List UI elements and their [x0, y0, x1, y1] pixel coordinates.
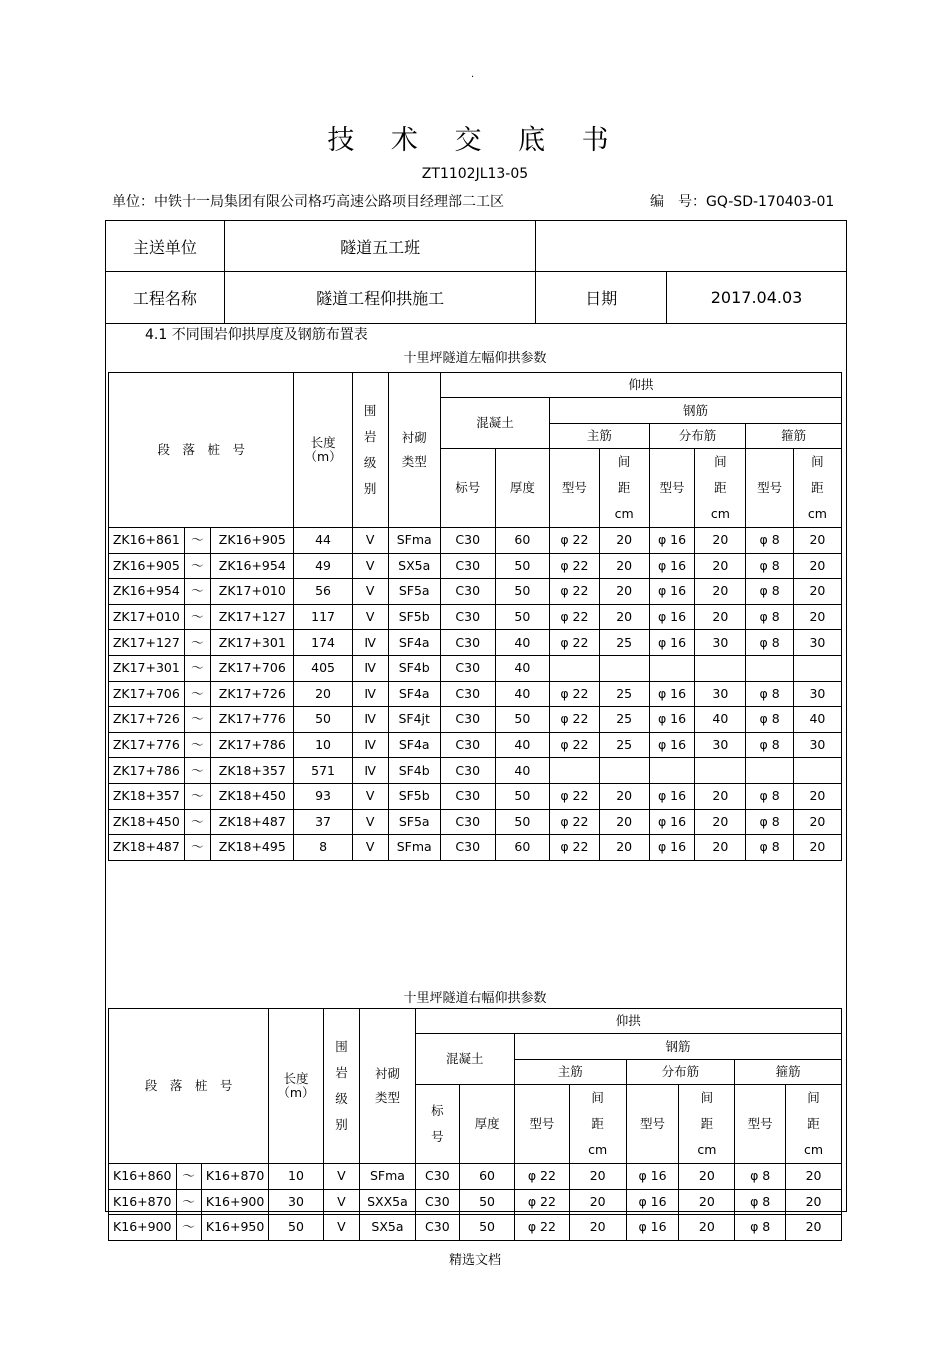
table-cell — [550, 758, 600, 784]
table-cell: 20 — [599, 835, 649, 861]
table-cell: ZK18+487 — [211, 809, 294, 835]
table-cell: 60 — [495, 835, 549, 861]
left-table-caption: 十里坪隧道左幅仰拱参数 — [403, 351, 547, 366]
col-rebar: 钢筋 — [514, 1034, 841, 1060]
table-cell: ZK17+776 — [109, 732, 185, 758]
table-cell: SX5a — [360, 1215, 415, 1241]
table-cell: 40 — [495, 630, 549, 656]
table-cell: 20 — [793, 809, 841, 835]
table-cell: 20 — [599, 604, 649, 630]
table-cell — [599, 655, 649, 681]
table-cell: φ 16 — [649, 579, 695, 605]
document-title: 技 术 交 底 书 — [327, 125, 623, 156]
left-table-head — [109, 373, 842, 528]
table-cell — [649, 655, 695, 681]
table-cell: 20 — [793, 604, 841, 630]
table-cell: ZK17+726 — [109, 707, 185, 733]
table-cell: 20 — [569, 1215, 626, 1241]
col-rock-grade: 围岩级别 — [352, 373, 388, 528]
table-row — [109, 707, 842, 733]
table-row — [109, 758, 842, 784]
table-cell: φ 16 — [626, 1164, 679, 1190]
col-concrete: 混凝土 — [440, 398, 549, 449]
table-cell: K16+860 — [109, 1164, 177, 1190]
table-cell: 20 — [695, 783, 746, 809]
table-cell: 50 — [460, 1189, 515, 1215]
table-row — [109, 655, 842, 681]
table-cell: ZK18+357 — [211, 758, 294, 784]
left-table-body — [109, 528, 842, 861]
table-cell: 20 — [793, 783, 841, 809]
table-cell: K16+900 — [109, 1215, 177, 1241]
table-cell: V — [352, 604, 388, 630]
table-row — [109, 809, 842, 835]
table-cell: C30 — [440, 732, 495, 758]
project-value: 隧道工程仰拱施工 — [224, 272, 536, 324]
table-row — [109, 528, 842, 554]
table-cell: K16+870 — [109, 1189, 177, 1215]
table-cell: ～ — [184, 758, 210, 784]
right-invert-table — [108, 1008, 842, 1241]
table-cell — [746, 655, 794, 681]
col-stirrup: 箍筋 — [746, 424, 842, 449]
table-cell: 40 — [495, 732, 549, 758]
table-cell: 50 — [495, 579, 549, 605]
table-row — [109, 835, 842, 861]
table-cell: ～ — [184, 579, 210, 605]
table-cell: 20 — [695, 604, 746, 630]
table-row — [109, 732, 842, 758]
table-cell: 25 — [599, 681, 649, 707]
table-cell: φ 8 — [746, 835, 794, 861]
table-cell: φ 16 — [649, 604, 695, 630]
date-value: 2017.04.03 — [667, 272, 847, 324]
table-cell: ZK18+487 — [109, 835, 185, 861]
table-cell: φ 8 — [735, 1164, 786, 1190]
table-cell: V — [352, 528, 388, 554]
table-cell: SF5a — [388, 579, 440, 605]
table-cell: 20 — [793, 528, 841, 554]
table-cell: φ 22 — [550, 681, 600, 707]
document-number: ZT1102JL13-05 — [421, 166, 529, 182]
table-cell: ZK18+450 — [211, 783, 294, 809]
col-length: 长度（m） — [294, 373, 352, 528]
table-cell: 40 — [793, 707, 841, 733]
col-grade: 标号 — [440, 449, 495, 528]
col-dist-spacing: 间距cm — [679, 1085, 735, 1164]
table-cell: 30 — [793, 630, 841, 656]
col-dist-rebar: 分布筋 — [649, 424, 746, 449]
table-cell: Ⅳ — [352, 655, 388, 681]
table-cell: V — [323, 1164, 360, 1190]
table-cell: ZK17+786 — [211, 732, 294, 758]
table-cell: ～ — [184, 809, 210, 835]
table-cell: 8 — [294, 835, 352, 861]
table-cell: SF4a — [388, 630, 440, 656]
table-cell: φ 16 — [649, 681, 695, 707]
right-table-caption: 十里坪隧道右幅仰拱参数 — [403, 991, 547, 1006]
table-cell: SF4b — [388, 758, 440, 784]
col-stirrup: 箍筋 — [735, 1060, 842, 1085]
table-cell: 30 — [695, 630, 746, 656]
table-cell: φ 16 — [649, 732, 695, 758]
sender-blank — [536, 221, 847, 272]
table-cell: 40 — [495, 681, 549, 707]
table-cell: C30 — [440, 604, 495, 630]
table-cell: 20 — [679, 1215, 735, 1241]
table-cell: ～ — [184, 783, 210, 809]
table-cell: ZK17+301 — [109, 655, 185, 681]
table-cell: ZK16+954 — [211, 553, 294, 579]
table-cell: 20 — [793, 553, 841, 579]
table-cell: 40 — [695, 707, 746, 733]
table-cell: φ 22 — [514, 1189, 569, 1215]
table-cell: φ 16 — [649, 783, 695, 809]
header-table — [105, 220, 847, 324]
table-cell: 30 — [695, 732, 746, 758]
table-cell: ～ — [184, 604, 210, 630]
table-cell: ～ — [184, 553, 210, 579]
table-cell — [793, 758, 841, 784]
section-title: 4.1 不同围岩仰拱厚度及钢筋布置表 — [145, 327, 368, 343]
left-invert-table — [108, 372, 842, 861]
table-cell: φ 22 — [550, 528, 600, 554]
right-table-body — [109, 1164, 842, 1241]
table-cell: 20 — [695, 528, 746, 554]
table-cell: 20 — [793, 579, 841, 605]
table-cell: 37 — [294, 809, 352, 835]
table-cell: φ 22 — [550, 732, 600, 758]
table-cell: 20 — [294, 681, 352, 707]
col-stake: 段 落 桩 号 — [109, 1009, 269, 1164]
table-cell: ZK18+495 — [211, 835, 294, 861]
date-label: 日期 — [536, 272, 667, 324]
table-cell: 50 — [269, 1215, 323, 1241]
table-cell: ZK17+706 — [211, 655, 294, 681]
table-cell: ZK17+127 — [211, 604, 294, 630]
table-cell: V — [352, 783, 388, 809]
table-cell: C30 — [440, 630, 495, 656]
table-cell: φ 22 — [514, 1215, 569, 1241]
table-cell: 50 — [495, 783, 549, 809]
table-cell: C30 — [415, 1215, 460, 1241]
table-cell: ～ — [184, 630, 210, 656]
table-cell: ～ — [184, 681, 210, 707]
table-cell: Ⅳ — [352, 758, 388, 784]
table-cell: C30 — [440, 758, 495, 784]
table-row — [109, 783, 842, 809]
table-cell: Ⅳ — [352, 630, 388, 656]
table-cell: 10 — [294, 732, 352, 758]
col-concrete: 混凝土 — [415, 1034, 514, 1085]
col-dist-type: 型号 — [649, 449, 695, 528]
table-cell: SF5b — [388, 783, 440, 809]
table-cell: V — [352, 553, 388, 579]
table-cell: 30 — [793, 732, 841, 758]
col-rock-grade: 围岩级别 — [323, 1009, 360, 1164]
table-cell: SF4a — [388, 681, 440, 707]
table-cell: V — [352, 579, 388, 605]
table-cell — [649, 758, 695, 784]
table-cell: φ 8 — [746, 809, 794, 835]
table-cell: SFma — [388, 835, 440, 861]
table-cell: SF4b — [388, 655, 440, 681]
table-cell: φ 22 — [550, 630, 600, 656]
table-cell: φ 8 — [746, 604, 794, 630]
table-cell: Ⅳ — [352, 681, 388, 707]
table-cell: ～ — [184, 707, 210, 733]
table-row — [109, 1215, 842, 1241]
table-cell: SF4jt — [388, 707, 440, 733]
table-cell: 20 — [599, 579, 649, 605]
table-cell: K16+900 — [201, 1189, 269, 1215]
table-cell: 50 — [495, 707, 549, 733]
table-cell: 10 — [269, 1164, 323, 1190]
col-invert: 仰拱 — [415, 1009, 841, 1034]
table-cell: 20 — [679, 1189, 735, 1215]
table-cell: φ 8 — [746, 630, 794, 656]
table-cell: C30 — [440, 783, 495, 809]
col-main-rebar: 主筋 — [514, 1060, 626, 1085]
table-cell: C30 — [415, 1164, 460, 1190]
table-row — [109, 681, 842, 707]
table-cell: C30 — [440, 655, 495, 681]
table-cell: 25 — [599, 732, 649, 758]
table-cell: 50 — [495, 604, 549, 630]
table-cell — [599, 758, 649, 784]
table-cell: 30 — [793, 681, 841, 707]
table-cell: ～ — [184, 732, 210, 758]
table-cell: SX5a — [388, 553, 440, 579]
serial-number: 编 号：GQ-SD-170403-01 — [650, 194, 835, 210]
table-cell: ～ — [184, 835, 210, 861]
table-cell: φ 22 — [550, 553, 600, 579]
table-cell: φ 16 — [649, 630, 695, 656]
table-cell: V — [323, 1215, 360, 1241]
table-cell: φ 22 — [550, 579, 600, 605]
table-cell: SFma — [360, 1164, 415, 1190]
table-cell: ～ — [184, 528, 210, 554]
table-cell: ZK17+706 — [109, 681, 185, 707]
header-dot: · — [471, 72, 475, 83]
table-cell: 60 — [460, 1164, 515, 1190]
table-row — [109, 1164, 842, 1190]
table-cell — [695, 655, 746, 681]
table-cell: φ 22 — [550, 809, 600, 835]
table-cell: 20 — [695, 809, 746, 835]
col-main-spacing: 间距cm — [569, 1085, 626, 1164]
table-cell: ZK18+357 — [109, 783, 185, 809]
table-cell: 20 — [695, 835, 746, 861]
table-cell: 20 — [695, 553, 746, 579]
table-cell: 20 — [786, 1164, 842, 1190]
table-cell: φ 16 — [649, 707, 695, 733]
table-cell: φ 16 — [649, 809, 695, 835]
table-cell: 49 — [294, 553, 352, 579]
table-cell — [550, 655, 600, 681]
table-cell: φ 8 — [746, 707, 794, 733]
table-cell: 56 — [294, 579, 352, 605]
table-cell: 20 — [599, 809, 649, 835]
col-length: 长度（m） — [269, 1009, 323, 1164]
col-dist-rebar: 分布筋 — [626, 1060, 735, 1085]
col-dist-spacing: 间距cm — [695, 449, 746, 528]
col-rebar: 钢筋 — [550, 398, 842, 424]
table-cell — [695, 758, 746, 784]
table-cell: φ 16 — [626, 1189, 679, 1215]
table-cell: 40 — [495, 758, 549, 784]
col-main-type: 型号 — [550, 449, 600, 528]
col-stirrup-spacing: 间距cm — [793, 449, 841, 528]
col-invert: 仰拱 — [440, 373, 841, 398]
table-cell: 25 — [599, 707, 649, 733]
table-cell: 20 — [569, 1164, 626, 1190]
table-cell: 93 — [294, 783, 352, 809]
table-cell: φ 8 — [746, 681, 794, 707]
col-lining-type: 衬砌类型 — [388, 373, 440, 528]
table-cell: 20 — [679, 1164, 735, 1190]
sender-label: 主送单位 — [106, 221, 225, 272]
table-cell: 50 — [294, 707, 352, 733]
table-cell — [746, 758, 794, 784]
table-cell: C30 — [440, 528, 495, 554]
table-cell: V — [352, 835, 388, 861]
col-stake: 段 落 桩 号 — [109, 373, 294, 528]
table-cell: SF5a — [388, 809, 440, 835]
table-cell: SXX5a — [360, 1189, 415, 1215]
table-cell: φ 22 — [550, 783, 600, 809]
table-row — [109, 553, 842, 579]
table-cell: 25 — [599, 630, 649, 656]
table-row — [109, 579, 842, 605]
table-cell: K16+950 — [201, 1215, 269, 1241]
table-cell: 60 — [495, 528, 549, 554]
col-lining-type: 衬砌类型 — [360, 1009, 415, 1164]
col-stirrup-type: 型号 — [746, 449, 794, 528]
table-cell: C30 — [440, 809, 495, 835]
table-cell: φ 8 — [735, 1215, 786, 1241]
table-cell: φ 22 — [514, 1164, 569, 1190]
table-cell: 20 — [786, 1189, 842, 1215]
table-cell: 174 — [294, 630, 352, 656]
table-cell: ZK16+905 — [109, 553, 185, 579]
table-cell: C30 — [440, 707, 495, 733]
table-cell: φ 8 — [746, 732, 794, 758]
table-cell: φ 16 — [649, 528, 695, 554]
table-cell: C30 — [415, 1189, 460, 1215]
table-cell: ZK18+450 — [109, 809, 185, 835]
table-cell: ～ — [176, 1215, 201, 1241]
table-cell: φ 8 — [746, 528, 794, 554]
table-cell: Ⅳ — [352, 732, 388, 758]
table-cell — [793, 655, 841, 681]
col-main-rebar: 主筋 — [550, 424, 650, 449]
table-cell: ～ — [176, 1164, 201, 1190]
table-cell: SF5b — [388, 604, 440, 630]
table-cell: 405 — [294, 655, 352, 681]
table-cell: φ 16 — [649, 835, 695, 861]
col-stirrup-type: 型号 — [735, 1085, 786, 1164]
table-cell: 20 — [599, 553, 649, 579]
sender-value: 隧道五工班 — [224, 221, 536, 272]
table-row — [109, 1189, 842, 1215]
table-cell: C30 — [440, 835, 495, 861]
table-cell: 571 — [294, 758, 352, 784]
table-cell: C30 — [440, 681, 495, 707]
table-cell: C30 — [440, 579, 495, 605]
table-cell: SFma — [388, 528, 440, 554]
table-cell: 117 — [294, 604, 352, 630]
table-row — [109, 604, 842, 630]
table-cell: φ 16 — [649, 553, 695, 579]
table-cell: ～ — [176, 1189, 201, 1215]
table-cell: K16+870 — [201, 1164, 269, 1190]
table-cell: φ 8 — [746, 579, 794, 605]
table-cell: ZK17+010 — [109, 604, 185, 630]
table-cell: ZK17+776 — [211, 707, 294, 733]
col-dist-type: 型号 — [626, 1085, 679, 1164]
col-thickness: 厚度 — [495, 449, 549, 528]
table-cell: ZK16+861 — [109, 528, 185, 554]
table-cell: ZK17+010 — [211, 579, 294, 605]
table-cell: 20 — [786, 1215, 842, 1241]
col-thickness: 厚度 — [460, 1085, 515, 1164]
table-cell: 40 — [495, 655, 549, 681]
table-cell: SF4a — [388, 732, 440, 758]
table-cell: φ 16 — [626, 1215, 679, 1241]
unit-line: 单位：中铁十一局集团有限公司格巧高速公路项目经理部二工区 — [112, 194, 504, 210]
table-cell: 30 — [269, 1189, 323, 1215]
table-cell: Ⅳ — [352, 707, 388, 733]
table-cell: 30 — [695, 681, 746, 707]
col-main-spacing: 间距cm — [599, 449, 649, 528]
table-cell: φ 8 — [746, 553, 794, 579]
table-cell: 50 — [495, 809, 549, 835]
table-cell: V — [352, 809, 388, 835]
table-cell: φ 8 — [746, 783, 794, 809]
table-cell: φ 22 — [550, 835, 600, 861]
table-cell: φ 22 — [550, 604, 600, 630]
table-cell: ZK17+301 — [211, 630, 294, 656]
table-cell: ZK17+127 — [109, 630, 185, 656]
col-stirrup-spacing: 间距cm — [786, 1085, 842, 1164]
table-cell: ZK17+726 — [211, 681, 294, 707]
table-cell: 50 — [460, 1215, 515, 1241]
table-cell: C30 — [440, 553, 495, 579]
table-cell: 20 — [569, 1189, 626, 1215]
table-cell: 20 — [599, 528, 649, 554]
table-cell: ZK17+786 — [109, 758, 185, 784]
table-cell: 50 — [495, 553, 549, 579]
col-grade: 标号 — [415, 1085, 460, 1164]
col-main-type: 型号 — [514, 1085, 569, 1164]
project-label: 工程名称 — [106, 272, 225, 324]
table-cell: 20 — [793, 835, 841, 861]
table-cell: φ 8 — [735, 1189, 786, 1215]
table-row — [109, 630, 842, 656]
table-cell: ZK16+905 — [211, 528, 294, 554]
footer-text: 精选文档 — [448, 1253, 501, 1268]
table-cell: ～ — [184, 655, 210, 681]
right-table-head — [109, 1009, 842, 1164]
table-cell: V — [323, 1189, 360, 1215]
table-cell: 20 — [695, 579, 746, 605]
table-cell: ZK16+954 — [109, 579, 185, 605]
table-cell: 20 — [599, 783, 649, 809]
table-cell: φ 22 — [550, 707, 600, 733]
table-cell: 44 — [294, 528, 352, 554]
